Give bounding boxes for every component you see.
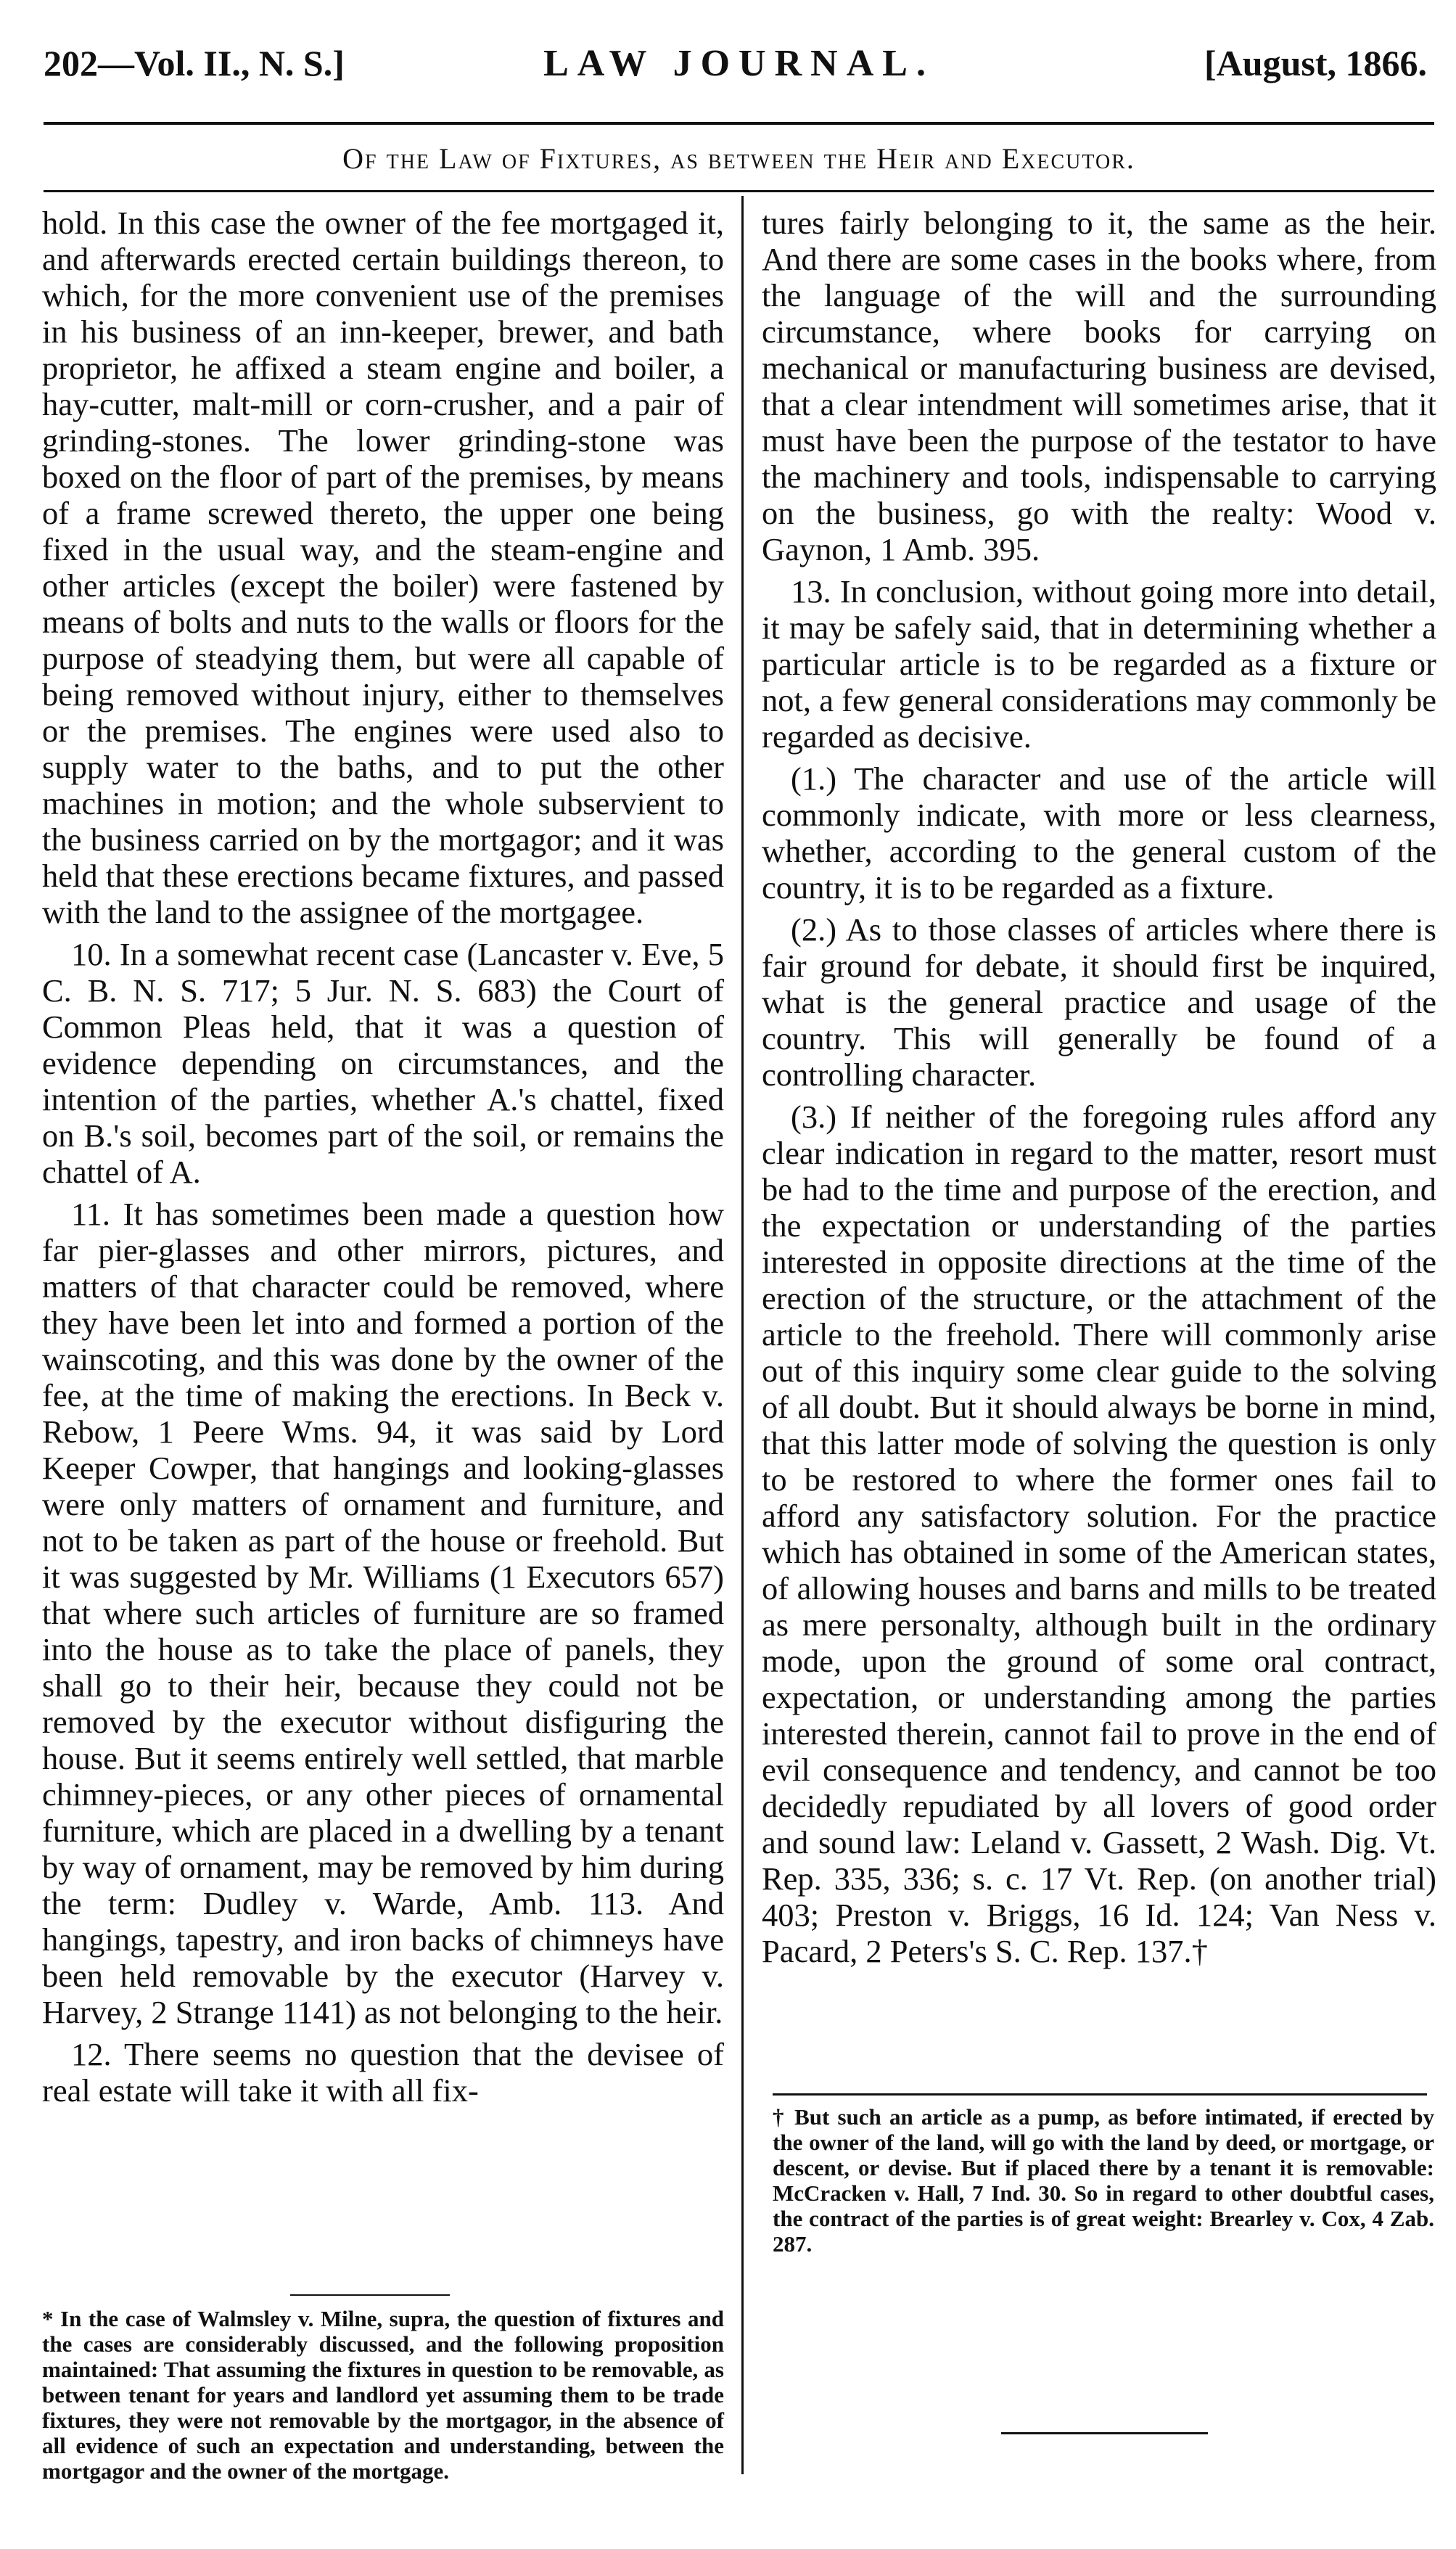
header-rule [44, 122, 1434, 125]
footnote-left: * In the case of Walmsley v. Milne, supra, the question of fixtures and the cases are considerably discussed, and the following proposition maintained: That assuming the fixtures in question to be removable, as between tenant for years and landlord yet assuming them to be trade fixtures, they were not removable by the mortgagor, in the absence of all evidence of such an expectation and understanding, between the mortgagor and the owner of the mortgage. [42, 2306, 724, 2484]
paragraph: 13. In conclusion, without going more into detail, it may be safely said, that in determining whether a particular article is to be regarded as a fixture or not, a few general considerations may commonly be regarded as decisive. [762, 573, 1436, 755]
title-rule [44, 190, 1434, 192]
article-title: Of the Law of Fixtures, as between the Heir and Executor. [342, 142, 1135, 175]
paragraph: (1.) The character and use of the article will commonly indicate, with more or less clearness, whether, according to the general custom of the country, it is to be regarded as a fixture. [762, 760, 1436, 906]
paragraph: (3.) If neither of the foregoing rules afford any clear indication in regard to the matter, resort must be had to the time and purpose of the erection, and the expectation or understanding of the parties interested in opposite directions at the time of the erection of the structure, or the attachment of the article to the freehold. There will commonly arise out of this inquiry some clear guide to the solving of all doubt. But it should always be borne in mind, that this latter mode of solving the question is only to be restored to where the former ones fail to afford any satisfactory solution. For the practice which has obtained in some of the American states, of allowing houses and barns and mills to be treated as mere personalty, although built in the ordinary mode, upon the ground of some oral contract, expectation, or understanding among the parties interested therein, cannot fail to prove in the end of evil consequence and tendency, and cannot be too decidedly repudiated by all lovers of good order and sound law: Leland v. Gassett, 2 Wash. Dig. Vt. Rep. 335, 336; s. c. 17 Vt. Rep. (on another trial) 403; Preston v. Briggs, 16 Id. 124; Van Ness v. Pacard, 2 Peters's S. C. Rep. 137.† [762, 1099, 1436, 1969]
running-header [44, 29, 1434, 116]
left-column [42, 205, 724, 2114]
issue-date: [August, 1866. [1204, 43, 1427, 83]
footnote-right: † But such an article as a pump, as before intimated, if erected by the owner of the land, will go with the land by deed, or mortgage, or descent, or devise. But if placed there by a tenant it is removable: McCracken v. Hall, 7 Ind. 30. So in regard to other doubtful cases, the contract of the parties is of great weight: Brearley v. Cox, 4 Zab. 287. [773, 2104, 1434, 2257]
paragraph: 10. In a somewhat recent case (Lancaster v. Eve, 5 C. B. N. S. 717; 5 Jur. N. S. 683) the Court of Common Pleas held, that it was a question of evidence depending on circumstances, and the intention of the parties, whether A.'s chattel, fixed on B.'s soil, becomes part of the soil, or remains the chattel of A. [42, 936, 724, 1190]
footnote-rule [290, 2294, 450, 2296]
paragraph: hold. In this case the owner of the fee mortgaged it, and afterwards erected certain buildings thereon, to which, for the more convenient use of the premises in his business of an inn-keeper, brewer, and bath proprietor, he affixed a steam engine and boiler, a hay-cutter, malt-mill or corn-crusher, and a pair of grinding-stones. The lower grinding-stone was boxed on the floor of part of the premises, by means of a frame screwed thereto, the upper one being fixed in the usual way, and the steam-engine and other articles (except the boiler) were fastened by means of bolts and nuts to the walls or floors for the purpose of steadying them, but were all capable of being removed without injury, either to themselves or the premises. The engines were used also to supply water to the baths, and to put the other machines in motion; and the whole subservient to the business carried on by the mortgagor; and it was held that these erections became fixtures, and passed with the land to the assignee of the mortgagee. [42, 205, 724, 930]
paragraph: 11. It has sometimes been made a question how far pier-glasses and other mirrors, pictures, and matters of that character could be removed, where they have been let into and formed a portion of the wainscoting, and this was done by the owner of the fee, at the time of making the erections. In Beck v. Rebow, 1 Peere Wms. 94, it was said by Lord Keeper Cowper, that hangings and looking-glasses were only matters of ornament and furniture, and not to be taken as part of the house or freehold. But it was suggested by Mr. Williams (1 Executors 657) that where such articles of furniture are so framed into the house as to take the place of panels, they shall go to their heir, because they could not be removed by the executor without disfiguring the house. But it seems entirely well settled, that marble chimney-pieces, or any other pieces of ornamental furniture, which are placed in a dwelling by a tenant by way of ornament, may be removed by him during the term: Dudley v. Warde, Amb. 113. And hangings, tapestry, and iron backs of chimneys have been held removable by the executor (Harvey v. Harvey, 2 Strange 1141) as not belonging to the heir. [42, 1196, 724, 2030]
end-rule [1001, 2432, 1208, 2434]
right-column [762, 205, 1436, 1975]
column-divider [741, 196, 744, 2474]
paragraph: (2.) As to those classes of articles where there is fair ground for debate, it should first be inquired, what is the general practice and usage of the country. This will generally be found of a controlling character. [762, 911, 1436, 1093]
page-volume-label: 202—Vol. II., N. S.] [44, 43, 345, 83]
paragraph: tures fairly belonging to it, the same as the heir. And there are some cases in the books where, from the language of the will and the surrounding circumstance, where books for carrying on mechanical or manufacturing business are devised, that a clear intendment will sometimes arise, that it must have been the purpose of the testator to have the machinery and tools, indispensable to carrying on the business, go with the realty: Wood v. Gaynon, 1 Amb. 395. [762, 205, 1436, 567]
paragraph: 12. There seems no question that the devisee of real estate will take it with all fix- [42, 2036, 724, 2109]
journal-title: LAW JOURNAL. [543, 43, 934, 84]
footnote-rule [773, 2093, 1427, 2096]
